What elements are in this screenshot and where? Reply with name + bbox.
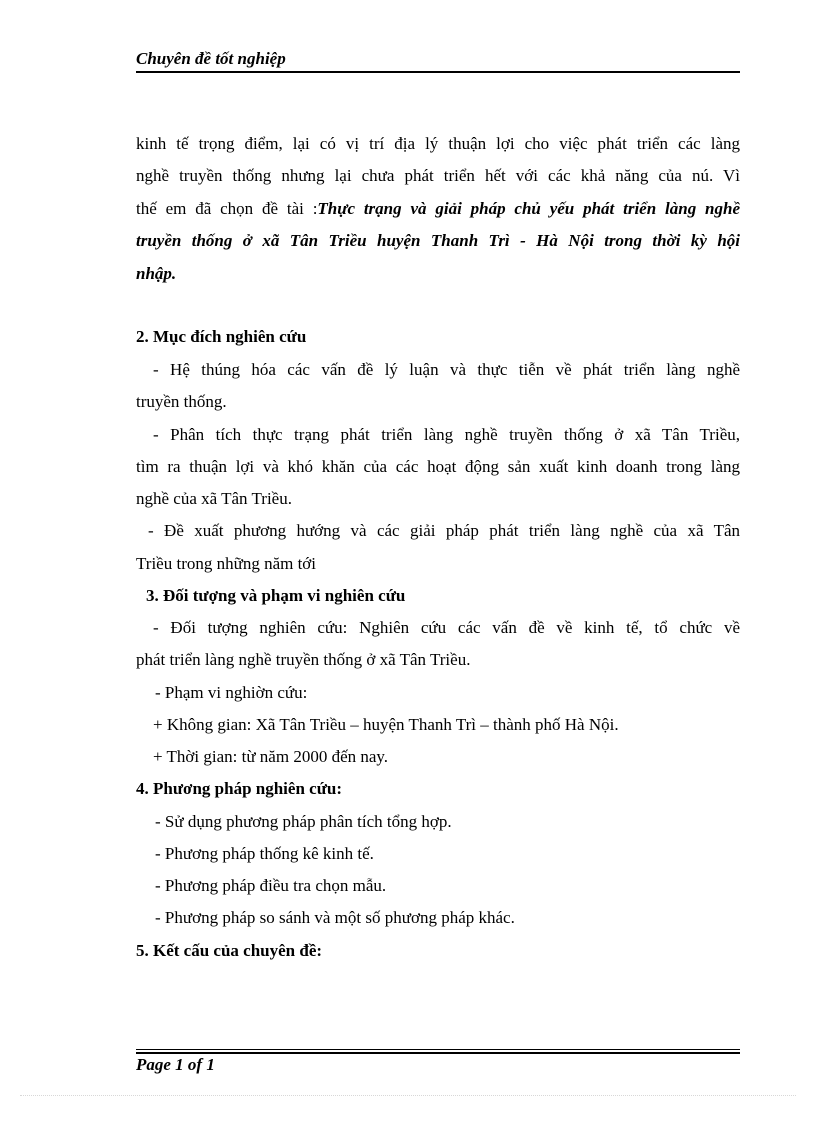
section-3-heading: 3. Đối tượng và phạm vi nghiên cứu [146, 586, 406, 605]
section-4-item-1: - Sử dụng phương pháp phân tích tổng hợp. [155, 812, 452, 831]
intro-line-3 [136, 199, 740, 219]
intro-line-1: kinh tế trọng điểm, lại có vị trí địa lý thuận lợi cho việc phát triển các làng [136, 134, 740, 153]
page-number: Page 1 of 1 [136, 1055, 215, 1074]
section-5-heading: 5. Kết cấu của chuyên đề: [136, 941, 323, 960]
footer-rule-thin [136, 1049, 740, 1050]
section-2-item-3-cont: Triều trong những năm tới [136, 554, 317, 573]
header-title: Chuyên đề tốt nghiệp [136, 49, 286, 68]
section-3-item-1: - Đối tượng nghiên cứu: Nghiên cứu các vấn đề về kinh tế, tổ chức về [153, 618, 740, 637]
section-4-heading: 4. Phương pháp nghiên cứu: [136, 779, 343, 798]
section-4-item-4: - Phương pháp so sánh và một số phương pháp khác. [155, 908, 515, 927]
section-3-item-3: + Không gian: Xã Tân Triều – huyện Thanh Trì – thành phố Hà Nội. [153, 715, 619, 734]
thesis-topic-title-end: nhập. [136, 264, 177, 283]
section-2-item-1: - Hệ thúng hóa các vấn đề lý luận và thực tiễn về phát triển làng nghề [153, 360, 740, 379]
section-2-item-3: - Đề xuất phương hướng và các giải pháp phát triển làng nghề của xã Tân [148, 521, 740, 540]
section-4-item-3: - Phương pháp điều tra chọn mẫu. [155, 876, 387, 895]
section-3-item-2: - Phạm vi nghiờn cứu: [155, 683, 308, 702]
section-2-heading: 2. Mục đích nghiên cứu [136, 327, 307, 346]
intro-line-3-prefix: thế em đã chọn đề tài : [136, 199, 318, 218]
page-bottom-border [20, 1095, 796, 1096]
thesis-topic-title: Thực trạng và giải pháp chủ yếu phát triển làng nghề [317, 199, 740, 218]
header-rule [136, 71, 740, 73]
section-4-item-2: - Phương pháp thống kê kinh tế. [155, 844, 374, 863]
thesis-topic-title-cont: truyền thống ở xã Tân Triều huyện Thanh Trì - Hà Nội trong thời kỳ hội [136, 231, 740, 250]
section-2-item-2-cont: tìm ra thuận lợi và khó khăn của các hoạt động sản xuất kinh doanh trong làng [136, 457, 740, 476]
footer-rule-thick [136, 1052, 740, 1054]
section-3-item-4: + Thời gian: từ năm 2000 đến nay. [153, 747, 389, 766]
section-2-item-1-cont: truyền thống. [136, 392, 227, 411]
intro-line-2: nghề truyền thống nhưng lại chưa phát triển hết với các khả năng của nú. Vì [136, 166, 740, 185]
section-3-item-1-cont: phát triển làng nghề truyền thống ở xã Tân Triều. [136, 650, 471, 669]
section-2-item-2: - Phân tích thực trạng phát triển làng nghề truyền thống ở xã Tân Triều, [153, 425, 740, 444]
section-2-item-2-end: nghề của xã Tân Triều. [136, 489, 292, 508]
